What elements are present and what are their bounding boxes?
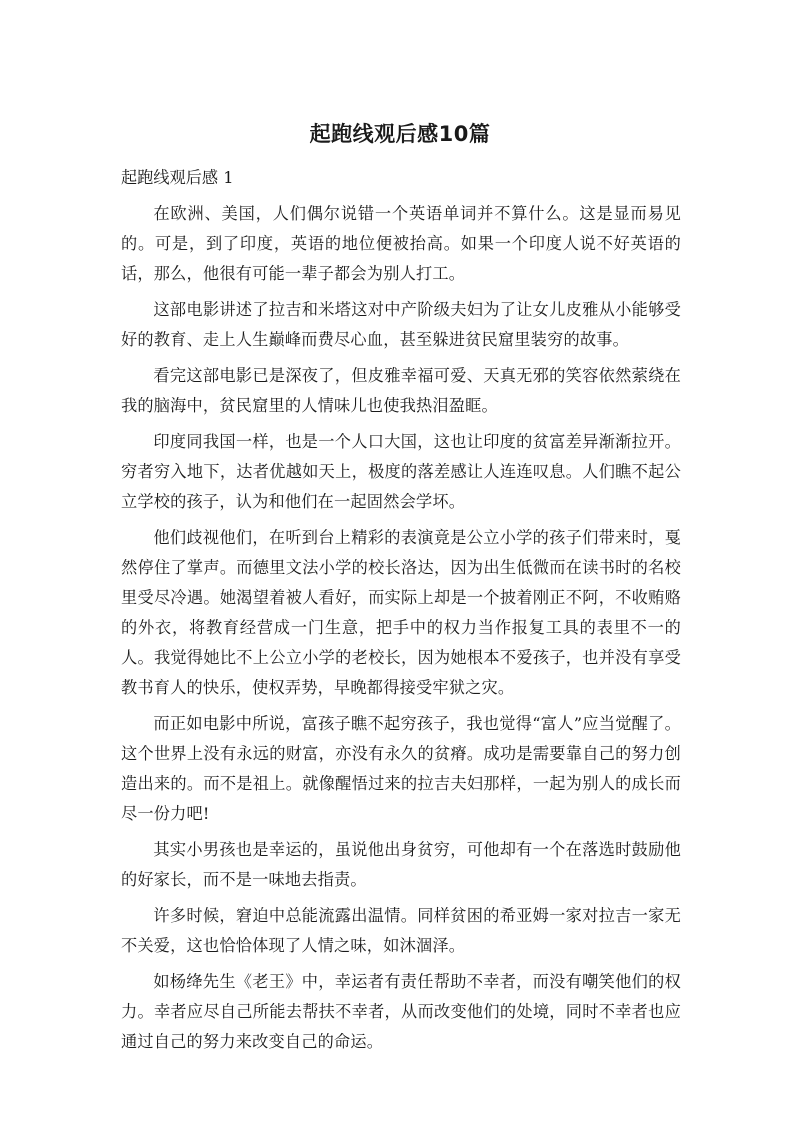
- paragraph-2: 这部电影讲述了拉吉和米塔这对中产阶级夫妇为了让女儿皮雅从小能够受好的教育、走上人生巅峰而费尽心血，甚至躲进贫民窟里装穷的故事。: [121, 300, 681, 349]
- paragraph-6: 而正如电影中所说，富孩子瞧不起穷孩子，我也觉得“富人”应当觉醒了。这个世界上没有永远的财富，亦没有永久的贫瘠。成功是需要靠自己的努力创造出来的。而不是祖上。就像醒悟过来的拉吉夫妇那样，一起为别人的成长而尽一份力吧!: [121, 714, 681, 823]
- paragraph-8: 许多时候，窘迫中总能流露出温情。同样贫困的希亚姆一家对拉吉一家无不关爱，这也恰恰体现了人情之味，如沐涸泽。: [121, 906, 681, 955]
- document-body: [121, 163, 681, 1063]
- section-heading: 起跑线观后感 1: [121, 168, 234, 187]
- paragraph-7: 其实小男孩也是幸运的，虽说他出身贫穷，可他却有一个在落选时鼓励他的好家长，而不是一味地去指责。: [121, 840, 681, 889]
- paragraph-4: 印度同我国一样，也是一个人口大国，这也让印度的贫富差异渐渐拉开。穷者穷入地下，达者优越如天上，极度的落差感让人连连叹息。人们瞧不起公立学校的孩子，认为和他们在一起固然会学坏。: [121, 432, 681, 511]
- paragraph-1: 在欧洲、美国，人们偶尔说错一个英语单词并不算什么。这是显而易见的。可是，到了印度，英语的地位便被抬高。如果一个印度人说不好英语的话，那么，他很有可能一辈子都会为别人打工。: [121, 204, 681, 283]
- paragraph-5: 他们歧视他们，在听到台上精彩的表演竟是公立小学的孩子们带来时，戛然停住了掌声。而德里文法小学的校长洛达，因为出生低微而在读书时的名校里受尽冷遇。她渴望着被人看好，而实际上却是一个披着刚正不阿，不收贿赂的外衣，将教育经营成一门生意，把手中的权力当作报复工具的表里不一的人。我觉得她比不上公立小学的老校长，因为她根本不爱孩子，也并没有享受教书育人的快乐，使权弄势，早晚都得接受牢狱之灾。: [121, 528, 681, 697]
- paragraph-3: 看完这部电影已是深夜了，但皮雅幸福可爱、天真无邪的笑容依然萦绕在我的脑海中，贫民窟里的人情味儿也使我热泪盈眶。: [121, 366, 681, 415]
- paragraph-9: 如杨绛先生《老王》中，幸运者有责任帮助不幸者，而没有嘲笑他们的权力。幸者应尽自己所能去帮扶不幸者，从而改变他们的处境，同时不幸者也应通过自己的努力来改变自己的命运。: [121, 972, 681, 1051]
- document-title: 起跑线观后感10篇: [309, 122, 491, 146]
